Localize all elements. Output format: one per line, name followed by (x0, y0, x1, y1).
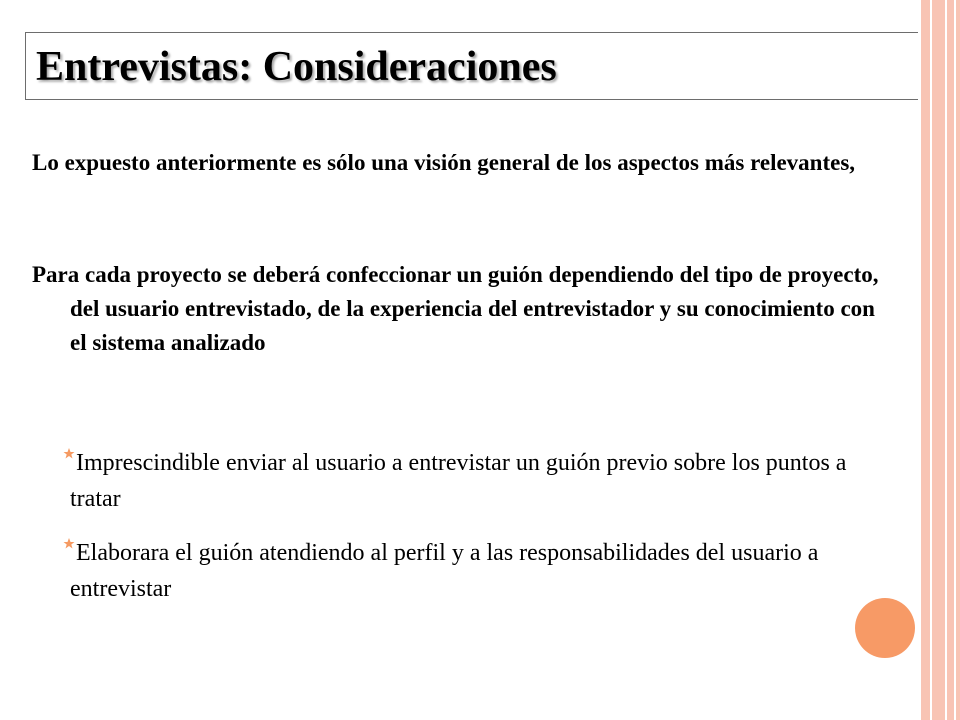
bullet-text: Imprescindible enviar al usuario a entrevistar un guión previo sobre los puntos a tratar (70, 450, 847, 512)
paragraph-overview: Lo expuesto anteriormente es sólo una visión general de los aspectos más relevantes, (32, 150, 856, 175)
title-box (25, 32, 918, 100)
crescent-star-icon (42, 529, 82, 565)
stripe-line (918, 0, 921, 720)
crescent-star-icon (42, 439, 82, 475)
paragraph-guion: Para cada proyecto se deberá confeccionar un guión dependiendo del tipo de proyecto, del usuario entrevistado, de la experiencia del entrevistador y su conocimiento con el sistema analizado (32, 262, 879, 355)
decorative-circle (855, 598, 915, 658)
stripe-line (945, 0, 947, 720)
stripe-line (930, 0, 932, 720)
stripe-line (954, 0, 956, 720)
bullet-item (32, 535, 902, 607)
slide-title: Entrevistas: Consideraciones (36, 44, 557, 90)
bullet-item (32, 445, 902, 517)
bullet-text: Elaborara el guión atendiendo al perfil y a las responsabilidades del usuario a entrevistar (70, 540, 819, 602)
